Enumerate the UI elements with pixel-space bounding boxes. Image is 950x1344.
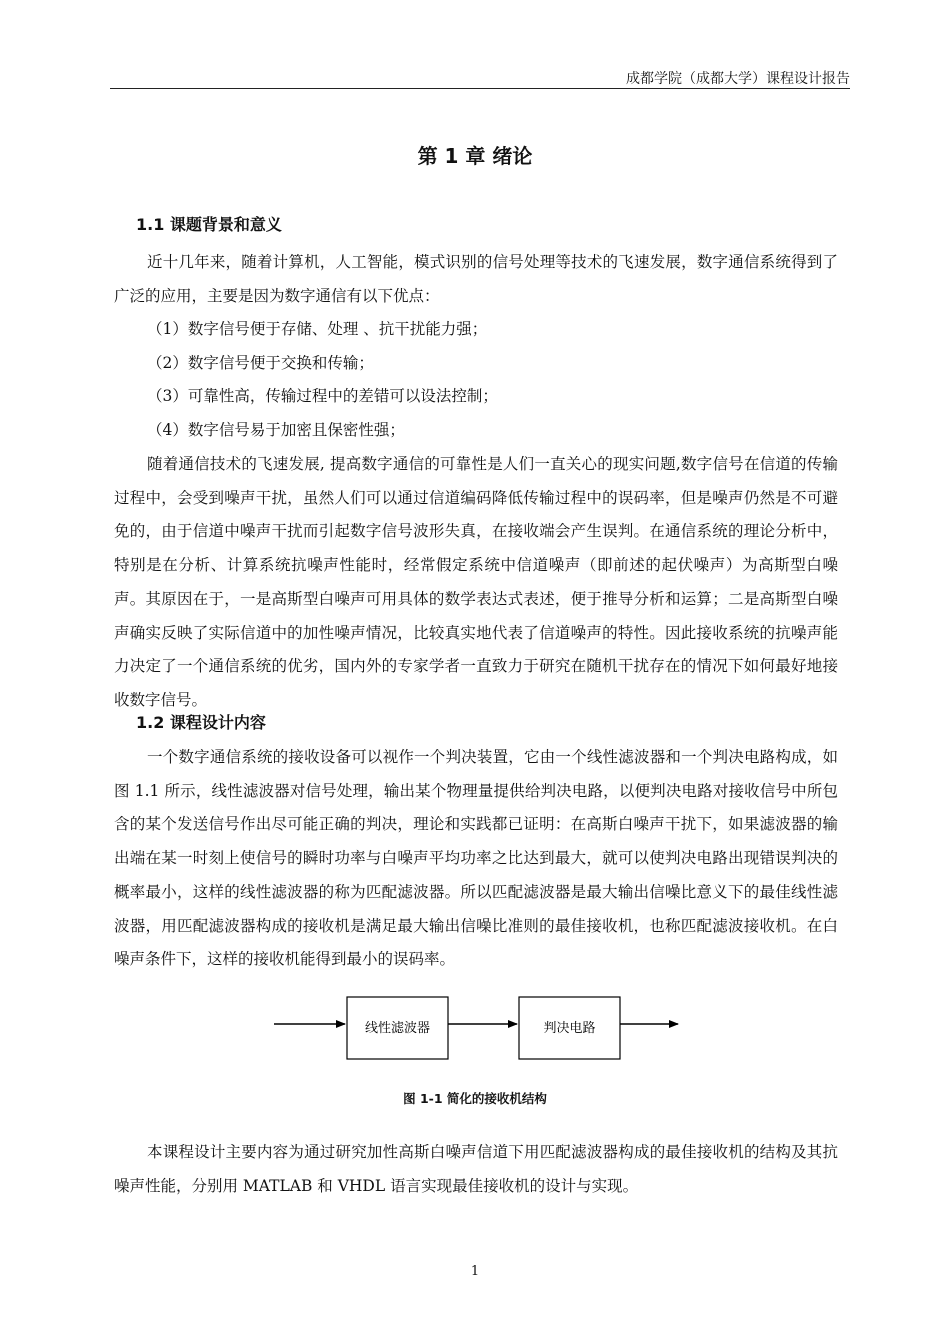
list-item-1: （1）数字信号便于存储、处理 、抗干扰能力强； bbox=[147, 320, 488, 338]
list-item-2: （2）数字信号便于交换和传输； bbox=[147, 354, 374, 372]
section-1-2-conclusion: 本课程设计主要内容为通过研究加性高斯白噪声信道下用匹配滤波器构成的最佳接收机的结构及其抗噪声性能，分别用 MATLAB 和 VHDL 语言实现最佳接收机的设计与实现。 bbox=[114, 1143, 838, 1195]
list-item-3: （3）可靠性高，传输过程中的差错可以设法控制； bbox=[147, 387, 498, 405]
running-header: 成都学院（成都大学）课程设计报告 bbox=[626, 71, 850, 87]
linear-filter-label: 线性滤波器 bbox=[364, 1021, 431, 1036]
section-1-1-heading: 1.1 课题背景和意义 bbox=[136, 215, 282, 234]
section-1-2-heading: 1.2 课程设计内容 bbox=[136, 713, 266, 732]
section-1-1-body: 随着通信技术的飞速发展, 提高数字通信的可靠性是人们一直关心的现实问题,数字信号在信道的传输过程中，会受到噪声干扰，虽然人们可以通过信道编码降低传输过程中的误码率，但是噪声仍然是不可避免的，由于信道中噪声干扰而引起数字信号波形失真，在接收端会产生误判。在通信系统的理论分析中，特别是在分析、计算系统抗噪声性能时，经常假定系统中信道噪声（即前述的起伏噪声）为高斯型白噪声。其原因在于，一是高斯型白噪声可用具体的数学表达式表述，便于推导分析和运算；二是高斯型白噪声确实反映了实际信道中的加性噪声情况，比较真实地代表了信道噪声的特性。因此接收系统的抗噪声能力决定了一个通信系统的优劣，国内外的专家学者一直致力于研究在随机干扰存在的情况下如何最好地接收数字信号。 bbox=[114, 455, 838, 709]
receiver-block-diagram bbox=[270, 992, 690, 1064]
figure-caption: 图 1-1 简化的接收机结构 bbox=[403, 1091, 547, 1106]
chapter-title: 第 1 章 绪论 bbox=[417, 144, 533, 168]
section-1-2-body: 一个数字通信系统的接收设备可以视作一个判决装置，它由一个线性滤波器和一个判决电路构成，如图 1.1 所示，线性滤波器对信号处理，输出某个物理量提供给判决电路，以便判决电路对接收信号中所包含的某个发送信号作出尽可能正确的判决，理论和实践都已证明：在高斯白噪声干扰下，如果滤波器的输出端在某一时刻上使信号的瞬时功率与白噪声平均功率之比达到最大，就可以使判决电路出现错误判决的概率最小，这样的线性滤波器的称为匹配滤波器。所以匹配滤波器是最大输出信噪比意义下的最佳线性滤波器，用匹配滤波器构成的接收机是满足最大输出信噪比准则的最佳接收机，也称匹配滤波接收机。在白噪声条件下，这样的接收机能得到最小的误码率。 bbox=[114, 748, 838, 969]
page-number: 1 bbox=[470, 1264, 480, 1279]
list-item-4: （4）数字信号易于加密且保密性强； bbox=[147, 421, 405, 439]
section-1-1-intro: 近十几年来，随着计算机，人工智能，模式识别的信号处理等技术的飞速发展，数字通信系统得到了广泛的应用，主要是因为数字通信有以下优点： bbox=[114, 253, 838, 305]
decision-circuit-label: 判决电路 bbox=[543, 1021, 596, 1036]
header-rule bbox=[110, 88, 850, 89]
